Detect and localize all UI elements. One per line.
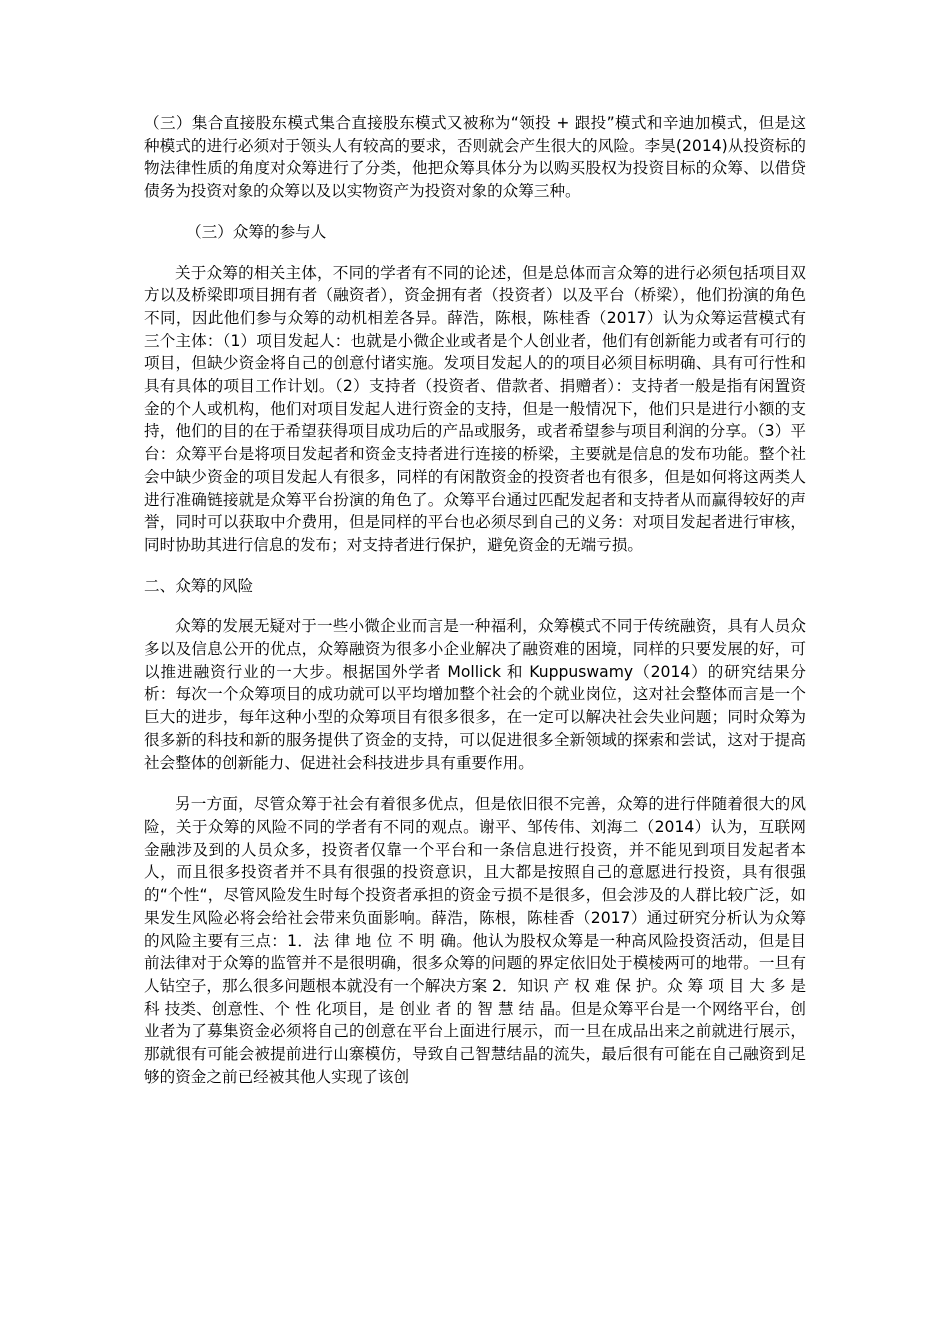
section-heading-participants: （三）众筹的参与人	[186, 222, 327, 241]
paragraph-investment-modes: （三）集合直接股东模式集合直接股东模式又被称为“领投 + 跟投”模式和辛迪加模式，但是这种模式的进行必须对于领头人有较高的要求，否则就会产生很大的风险。李昊(2014)从投资标的物法律性质的角度对众筹进行了分类，他把众筹具体分为以购买股权为投资目标的众筹、以借贷债务为投资对象的众筹以及以实物资产为投资对象的众筹三种。	[144, 114, 806, 201]
section-heading-risks: 二、众筹的风险	[144, 576, 254, 595]
paragraph-benefits: 众筹的发展无疑对于一些小微企业而言是一种福利，众筹模式不同于传统融资，具有人员众多以及信息公开的优点，众筹融资为很多小企业解决了融资难的困境，同样的只要发展的好，可以推进融资行业的一大步。根据国外学者 Mollick 和 Kuppuswamy（2014）的研究结果分析：每次一个众筹项目的成功就可以平均增加整个社会的个就业岗位，这对社会整体而言是一个巨大的进步，每年这种小型的众筹项目有很多很多，在一定可以解决社会失业问题；同时众筹为很多新的科技和新的服务提供了资金的支持，可以促进很多全新领域的探索和尝试，这对于提高社会整体的创新能力、促进社会科技进步具有重要作用。	[144, 617, 806, 772]
paragraph-participants: 关于众筹的相关主体，不同的学者有不同的论述，但是总体而言众筹的进行必须包括项目双方以及桥梁即项目拥有者（融资者），资金拥有者（投资者）以及平台（桥梁），他们扮演的角色不同，因此他们参与众筹的动机相差各异。薛浩，陈根，陈桂香（2017）认为众筹运营模式有三个主体：（1）项目发起人：也就是小微企业或者是个人创业者，他们有创新能力或者有可行的项目，但缺少资金将自己的创意付诸实施。发项目发起人的的项目必须目标明确、具有可行性和具有具体的项目工作计划。（2）支持者（投资者、借款者、捐赠者）：支持者一般是指有闲置资金的个人或机构，他们对项目发起人进行资金的支持，但是一般情况下，他们只是进行小额的支持，他们的目的在于希望获得项目成功后的产品或服务，或者希望参与项目利润的分享。（3）平台：众筹平台是将项目发起者和资金支持者进行连接的桥梁，主要就是信息的发布功能。整个社会中缺少资金的项目发起人有很多，同样的有闲散资金的投资者也有很多，但是如何将这两类人进行准确链接就是众筹平台扮演的角色了。众筹平台通过匹配发起者和支持者从而赢得较好的声誉，同时可以获取中介费用，但是同样的平台也必须尽到自己的义务：对项目发起者进行审核，同时协助其进行信息的发布；对支持者进行保护，避免资金的无端亏损。	[144, 263, 806, 554]
paragraph-risks: 另一方面，尽管众筹于社会有着很多优点，但是依旧很不完善，众筹的进行伴随着很大的风险，关于众筹的风险不同的学者有不同的观点。谢平、邹传伟、刘海二（2014）认为，互联网金融涉及到的人员众多，投资者仅靠一个平台和一条信息进行投资，并不能见到项目发起者本人，而且很多投资者并不具有很强的投资意识，且大都是按照自己的意愿进行投资，具有很强的“个性“，尽管风险发生时每个投资者承担的资金亏损不是很多，但会涉及的人群比较广泛，如果发生风险必将会给社会带来负面影响。薛浩，陈根，陈桂香（2017）通过研究分析认为众筹的风险主要有三点：1．法 律 地 位 不 明 确。他认为股权众筹是一种高风险投资活动，但是目前法律对于众筹的监管并不是很明确，很多众筹的问题的界定依旧处于模棱两可的地带。一旦有人钻空子，那么很多问题根本就没有一个解决方案 2．知识 产 权 难 保 护。众 筹 项 目 大 多 是 科 技类、创意性、个 性 化项目，是 创业 者 的 智 慧 结 晶。但是众筹平台是一个网络平台，创业者为了募集资金必须将自己的创意在平台上面进行展示，而一旦在成品出来之前就进行展示，那就很有可能会被提前进行山寨模仿，导致自己智慧结晶的流失，最后很有可能在自己融资到足够的资金之前已经被其他人实现了该创	[144, 795, 806, 1086]
document-page	[144, 112, 806, 1088]
